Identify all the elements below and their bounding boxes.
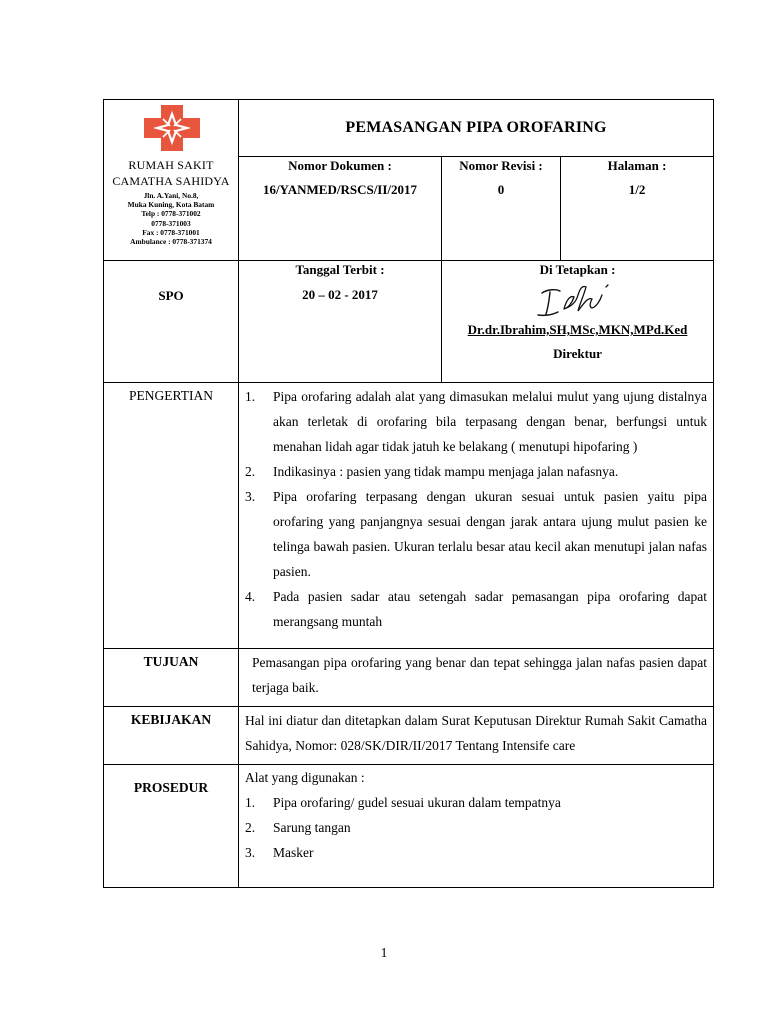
address-line: Muka Kuning, Kota Batam: [127, 200, 215, 210]
list-text: Pipa orofaring adalah alat yang dimasukan melalui mulut yang ujung distalnya akan terletak di orofaring bila terpasang dengan benar, berfungsi untuk menahan lidah agar tidak jatuh ke belakang ( menutupi hipofaring ): [273, 389, 708, 454]
halaman-value: 1/2: [628, 182, 646, 197]
spo-table: [103, 99, 714, 888]
tujuan-text: Pemasangan pipa orofaring yang benar dan tepat sehingga jalan nafas pasien dapat terjaga baik.: [252, 655, 708, 695]
list-text: Pipa orofaring/ gudel sesuai ukuran dalam tempatnya: [273, 795, 561, 810]
fax-line: Fax : 0778-371001: [142, 227, 200, 237]
spo-cell: [104, 261, 239, 383]
hospital-identity-cell: [104, 100, 239, 261]
list-item: [245, 584, 707, 634]
list-item: [245, 384, 707, 459]
list-item: [245, 840, 707, 865]
pengertian-label-cell: [104, 383, 239, 649]
list-item: [245, 459, 707, 484]
nomor-revisi-label: Nomor Revisi :: [459, 158, 543, 173]
tanggal-terbit-label: Tanggal Terbit :: [295, 262, 385, 277]
ambulance-line: Ambulance : 0778-371374: [130, 237, 212, 247]
prosedur-list: [245, 790, 707, 865]
list-item: [245, 790, 707, 815]
list-number: 2.: [245, 464, 256, 479]
ditetapkan-label: Di Tetapkan :: [539, 262, 616, 277]
nomor-revisi-value: 0: [497, 182, 505, 197]
address-line: Jln. A.Yani, No.8,: [143, 191, 199, 200]
document-title: PEMASANGAN PIPA OROFARING: [345, 119, 607, 136]
tujuan-content-cell: [239, 649, 714, 707]
signature-area: [442, 279, 713, 321]
tujuan-label: TUJUAN: [143, 654, 199, 669]
kebijakan-content-cell: [239, 707, 714, 765]
list-number: 2.: [245, 820, 256, 835]
prosedur-label: PROSEDUR: [133, 780, 209, 795]
kebijakan-label-cell: [104, 707, 239, 765]
page-number: 1: [380, 945, 388, 960]
phone-line: Telp : 0778-371002: [141, 209, 201, 219]
list-text: Sarung tangan: [273, 820, 351, 835]
list-item: [245, 484, 707, 584]
kebijakan-text: Hal ini diatur dan ditetapkan dalam Surat Keputusan Direktur Rumah Sakit Camatha Sahidya, Nomor: 028/SK/DIR/II/2017 Tentang Intensife care: [245, 713, 708, 753]
list-number: 3.: [245, 489, 256, 504]
list-text: Indikasinya : pasien yang tidak mampu menjaga jalan nafasnya.: [273, 464, 619, 479]
nomor-dokumen-value: 16/YANMED/RSCS/II/2017: [262, 182, 418, 197]
list-text: Pipa orofaring terpasang dengan ukuran sesuai untuk pasien yaitu pipa orofaring yang panjangnya sesuai dengan jarak antara ujung mulut pasien ke telinga bawah pasien. Ukuran terlalu besar atau kecil akan menutupi jalan nafas pasien.: [273, 489, 708, 579]
tanggal-terbit-value: 20 – 02 - 2017: [302, 287, 378, 302]
list-item: [245, 815, 707, 840]
tujuan-label-cell: [104, 649, 239, 707]
ditetapkan-cell: [442, 261, 714, 383]
hospital-logo: [104, 101, 238, 153]
hospital-address: [104, 191, 238, 246]
list-number: 4.: [245, 589, 256, 604]
kebijakan-label: KEBIJAKAN: [130, 712, 212, 727]
signatory-name: Dr.dr.Ibrahim,SH,MSc,MKN,MPd.Ked: [467, 322, 688, 337]
list-number: 1.: [245, 795, 256, 810]
nomor-dokumen-cell: [239, 157, 442, 261]
spo-label: SPO: [158, 287, 184, 303]
nomor-revisi-cell: [442, 157, 561, 261]
halaman-cell: [561, 157, 714, 261]
list-text: Masker: [273, 845, 314, 860]
red-cross-logo-icon: [141, 101, 203, 153]
document-title-cell: [239, 100, 714, 157]
hospital-name: RUMAH SAKIT CAMATHA SAHIDYA: [112, 158, 230, 188]
pengertian-content-cell: [239, 383, 714, 649]
prosedur-intro: Alat yang digunakan :: [245, 770, 365, 785]
list-number: 3.: [245, 845, 256, 860]
list-number: 1.: [245, 389, 256, 404]
signatory-title: Direktur: [553, 346, 602, 361]
pengertian-list: [245, 384, 707, 634]
nomor-dokumen-label: Nomor Dokumen :: [288, 158, 392, 173]
phone-line: 0778-371003: [151, 218, 191, 228]
prosedur-content-cell: [239, 765, 714, 888]
signature-icon: [534, 281, 624, 323]
tanggal-terbit-cell: [239, 261, 442, 383]
pengertian-label: PENGERTIAN: [129, 388, 213, 403]
list-text: Pada pasien sadar atau setengah sadar pemasangan pipa orofaring dapat merangsang muntah: [273, 589, 708, 629]
halaman-label: Halaman :: [607, 158, 667, 173]
prosedur-label-cell: [104, 765, 239, 888]
